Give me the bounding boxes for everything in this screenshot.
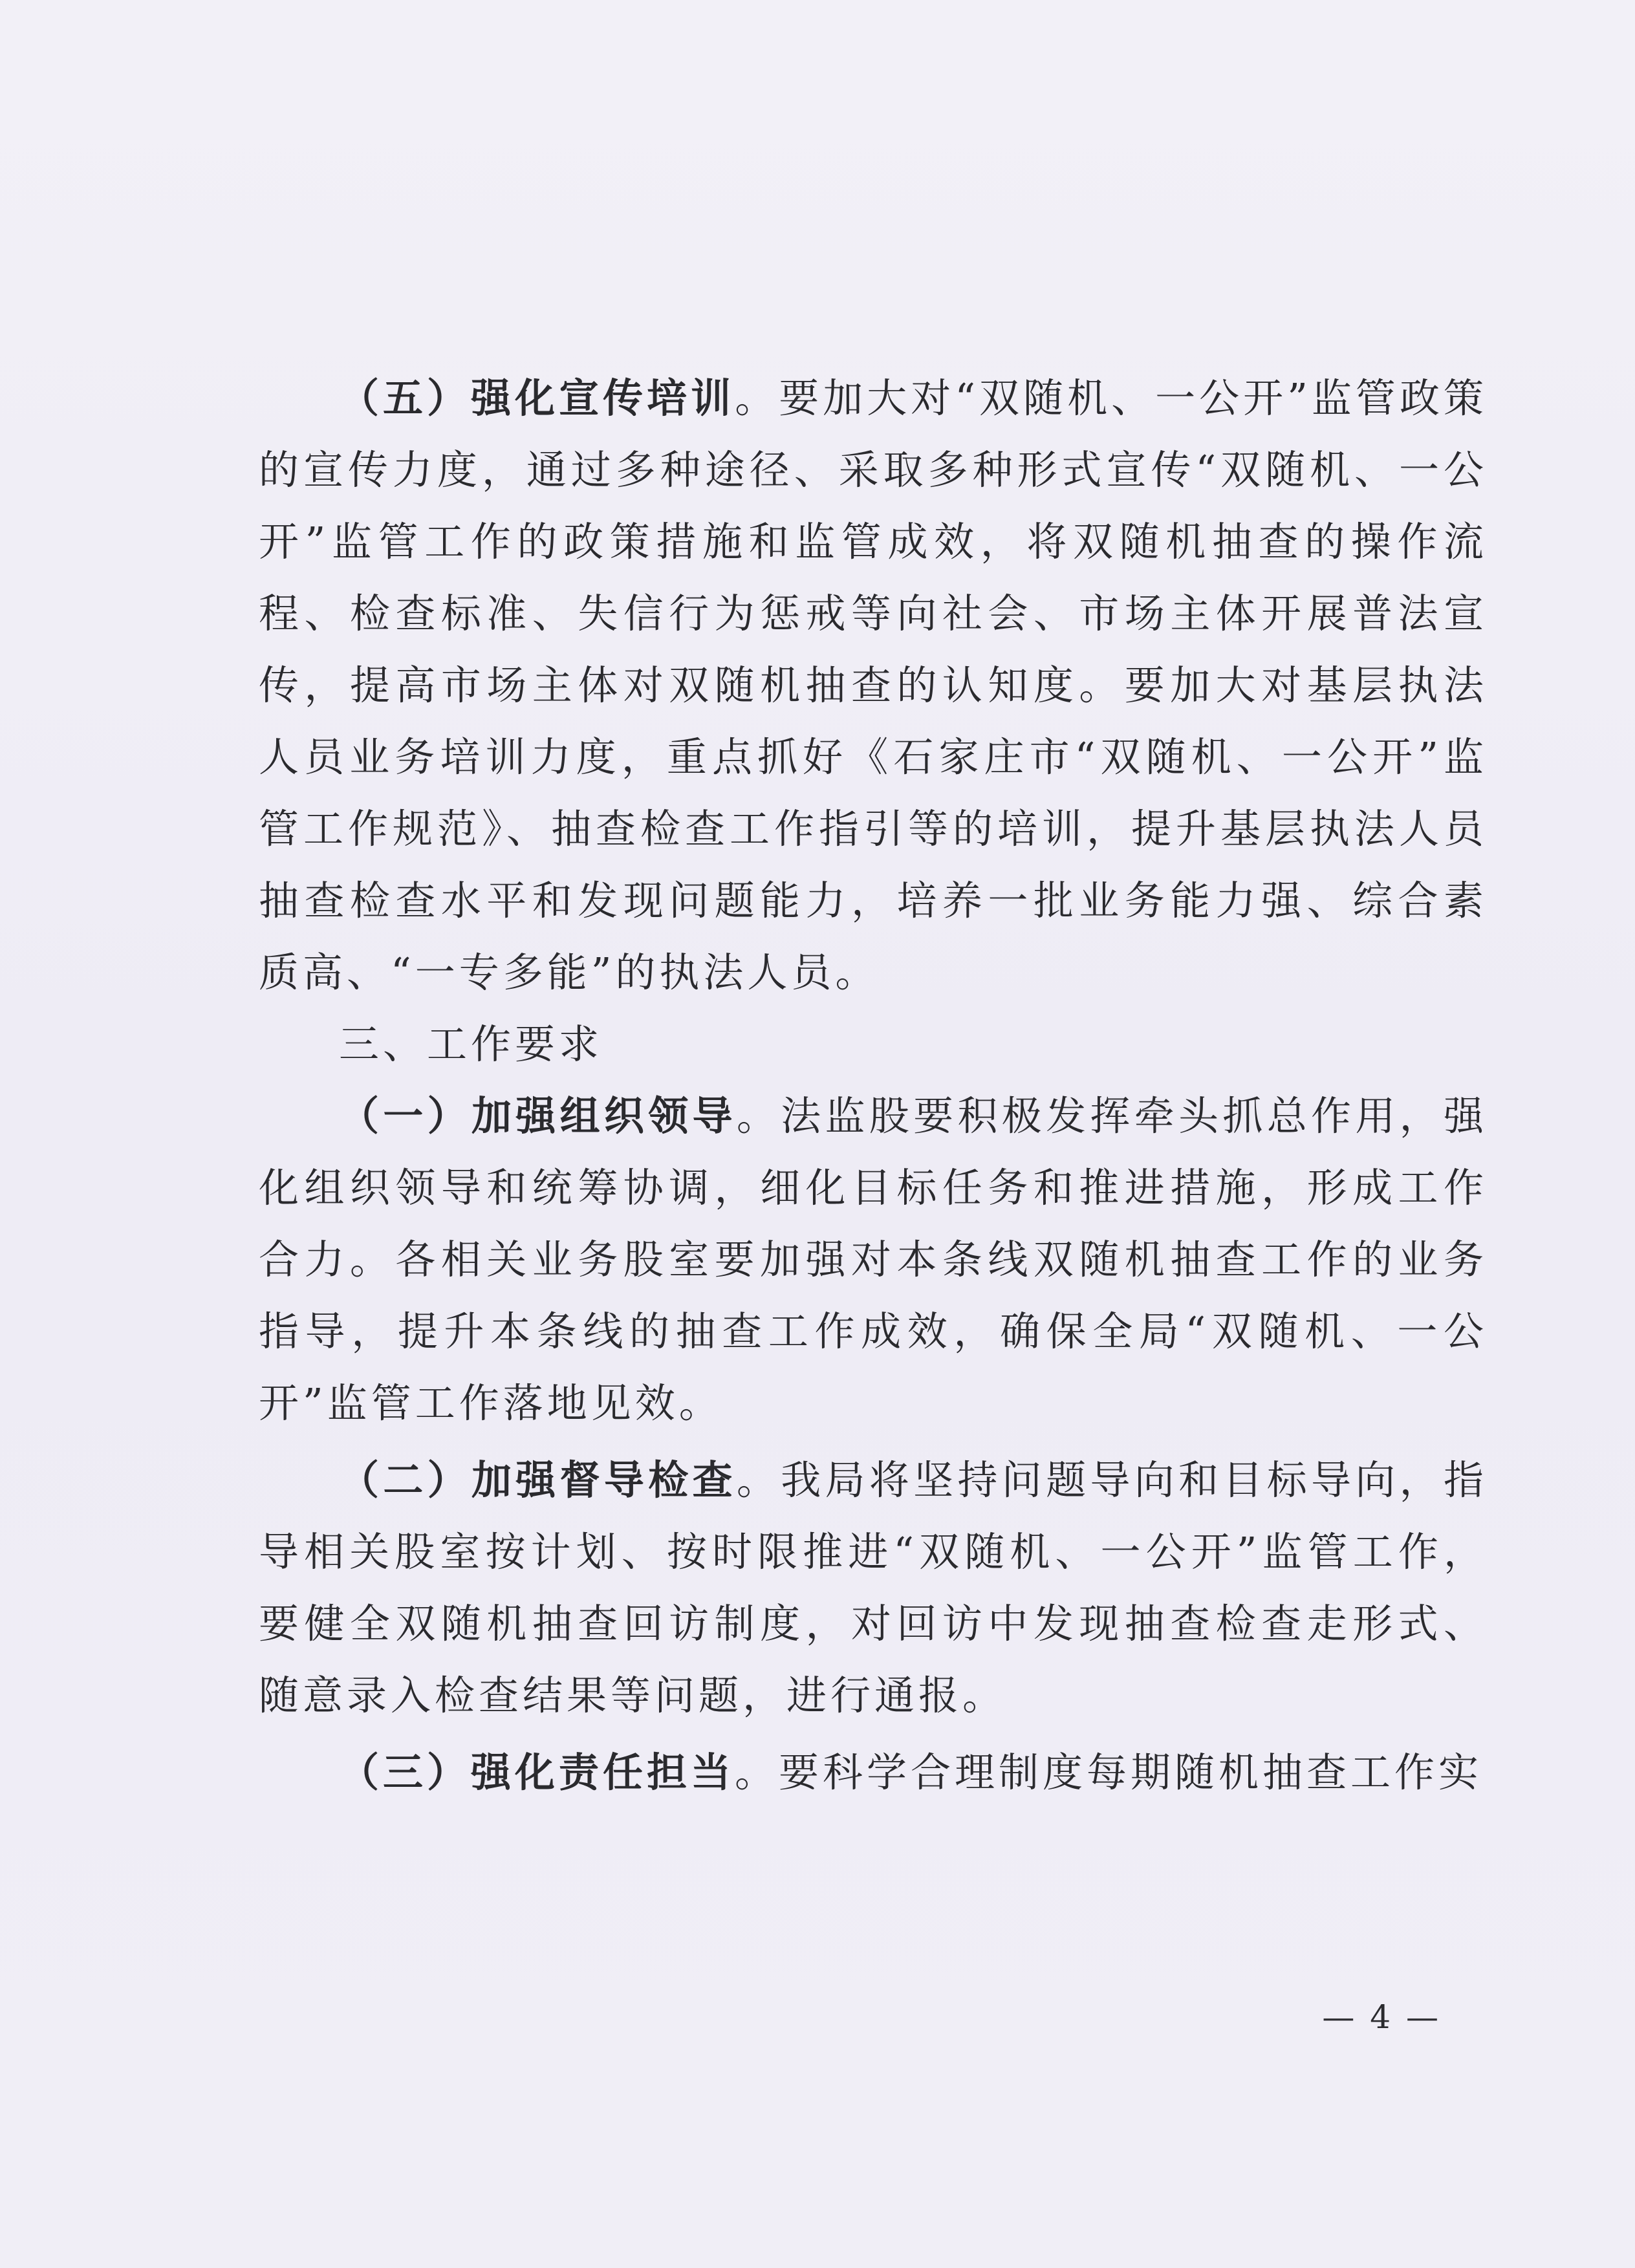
paragraph-heading: （二）加强督导检查	[339, 1456, 737, 1504]
paragraph-text: 。法监股要积极发挥牵头抓总作用，强化组织领导和统筹协调，细化目标任务和推进措施，形成工作合力。各相关业务股室要加强对本条线双随机抽查工作的业务指导，提升本条线的抽查工作成效，确保全局“双随机、一公开”监管工作落地见效。	[259, 1092, 1488, 1427]
paragraph-responsibility	[259, 1736, 1488, 1808]
section-title: 三、工作要求	[339, 1021, 603, 1068]
paragraph-text: 。要加大对“双随机、一公开”监管政策的宣传力度，通过多种途径、采取多种形式宣传“双随机、一公开”监管工作的政策措施和监管成效，将双随机抽查的操作流程、检查标准、失信行为惩戒等向社会、市场主体开展普法宣传，提高市场主体对双随机抽查的认知度。要加大对基层执法人员业务培训力度，重点抓好《石家庄市“双随机、一公开”监管工作规范》、抽查检查工作指引等的培训，提升基层执法人员抽查检查水平和发现问题能力，培养一批业务能力强、综合素质高、“一专多能”的执法人员。	[259, 374, 1488, 996]
paragraph-organization-leadership	[259, 1080, 1488, 1439]
document-body	[259, 362, 1488, 1808]
page-number: — 4 —	[1322, 1998, 1441, 2036]
paragraph-text: 。我局将坚持问题导向和目标导向，指导相关股室按计划、按时限推进“双随机、一公开”监管工作，要健全双随机抽查回访制度，对回访中发现抽查检查走形式、随意录入检查结果等问题，进行通报。	[259, 1456, 1488, 1719]
paragraph-supervision-inspection	[259, 1444, 1488, 1731]
paragraph-heading: （五）强化宣传培训	[339, 374, 735, 422]
paragraph-heading: （一）加强组织领导	[339, 1092, 737, 1139]
paragraph-publicity-training	[259, 362, 1488, 1008]
paragraph-heading: （三）强化责任担当	[339, 1749, 735, 1796]
paragraph-text: 。要科学合理制度每期随机抽查工作实	[735, 1749, 1483, 1796]
